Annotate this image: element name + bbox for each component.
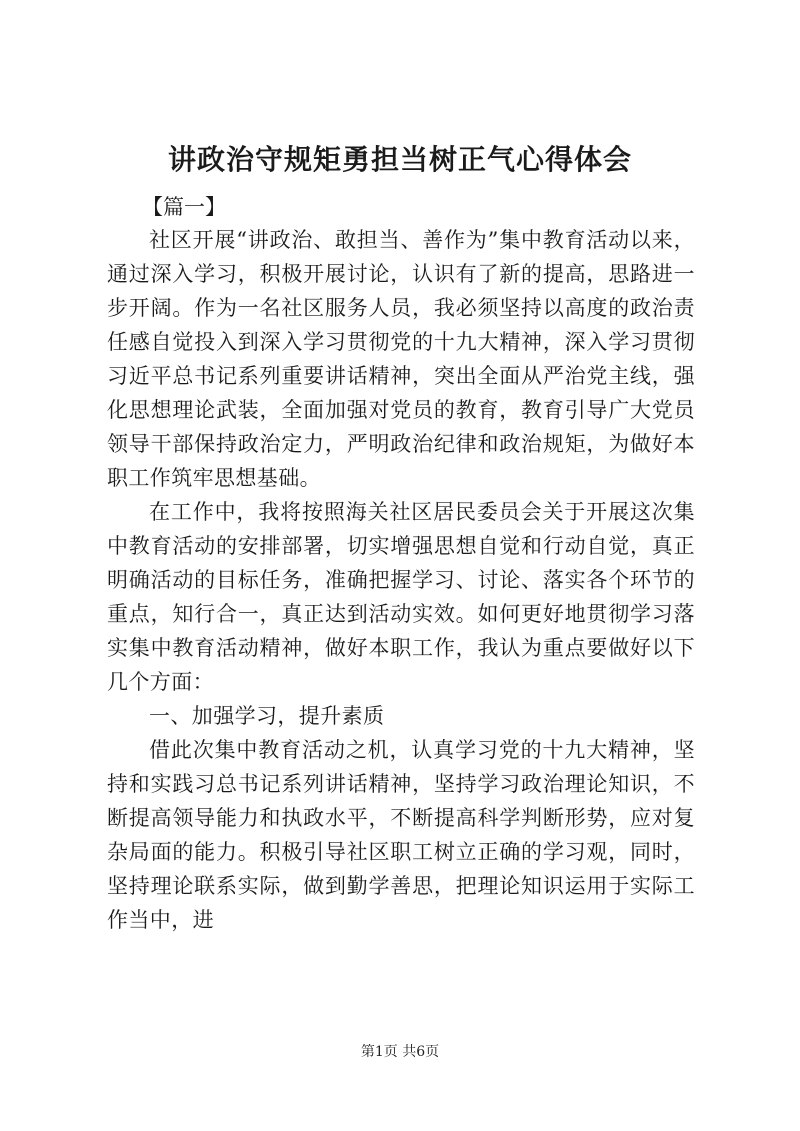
document-body [107,223,695,937]
document-title: 讲政治守规矩勇担当树正气心得体会 [167,143,632,176]
paragraph-2: 在工作中，我将按照海关社区居民委员会关于开展这次集中教育活动的安排部署，切实增强思想自觉和行动自觉，真正明确活动的目标任务，准确把握学习、讨论、落实各个环节的重点，知行合一，真正达到活动实效。如何更好地贯彻学习落实集中教育活动精神，做好本职工作，我认为重点要做好以下几个方面： [107,500,695,694]
section-heading-1: 一、加强学习，提升素质 [149,704,385,728]
paragraph-3: 借此次集中教育活动之机，认真学习党的十九大精神，坚持和实践习总书记系列讲话精神，坚持学习政治理论知识，不断提高领导能力和执政水平，不断提高科学判断形势，应对复杂局面的能力。积极引导社区职工树立正确的学习观，同时，坚持理论联系实际，做到勤学善思，把理论知识运用于实际工作当中，进 [107,738,695,932]
paragraph-1: 社区开展“讲政治、敢担当、善作为”集中教育活动以来，通过深入学习，积极开展讨论，认识有了新的提高，思路进一步开阔。作为一名社区服务人员，我必须坚持以高度的政治责任感自觉投入到深入学习贯彻党的十九大精神，深入学习贯彻习近平总书记系列重要讲话精神，突出全面从严治党主线，强化思想理论武装，全面加强对党员的教育，教育引导广大党员领导干部保持政治定力，严明政治纪律和政治规矩，为做好本职工作筑牢思想基础。 [107,228,695,490]
section-label: 【篇一】 [142,195,226,219]
page-footer: 第1页 共6页 [360,1044,440,1060]
